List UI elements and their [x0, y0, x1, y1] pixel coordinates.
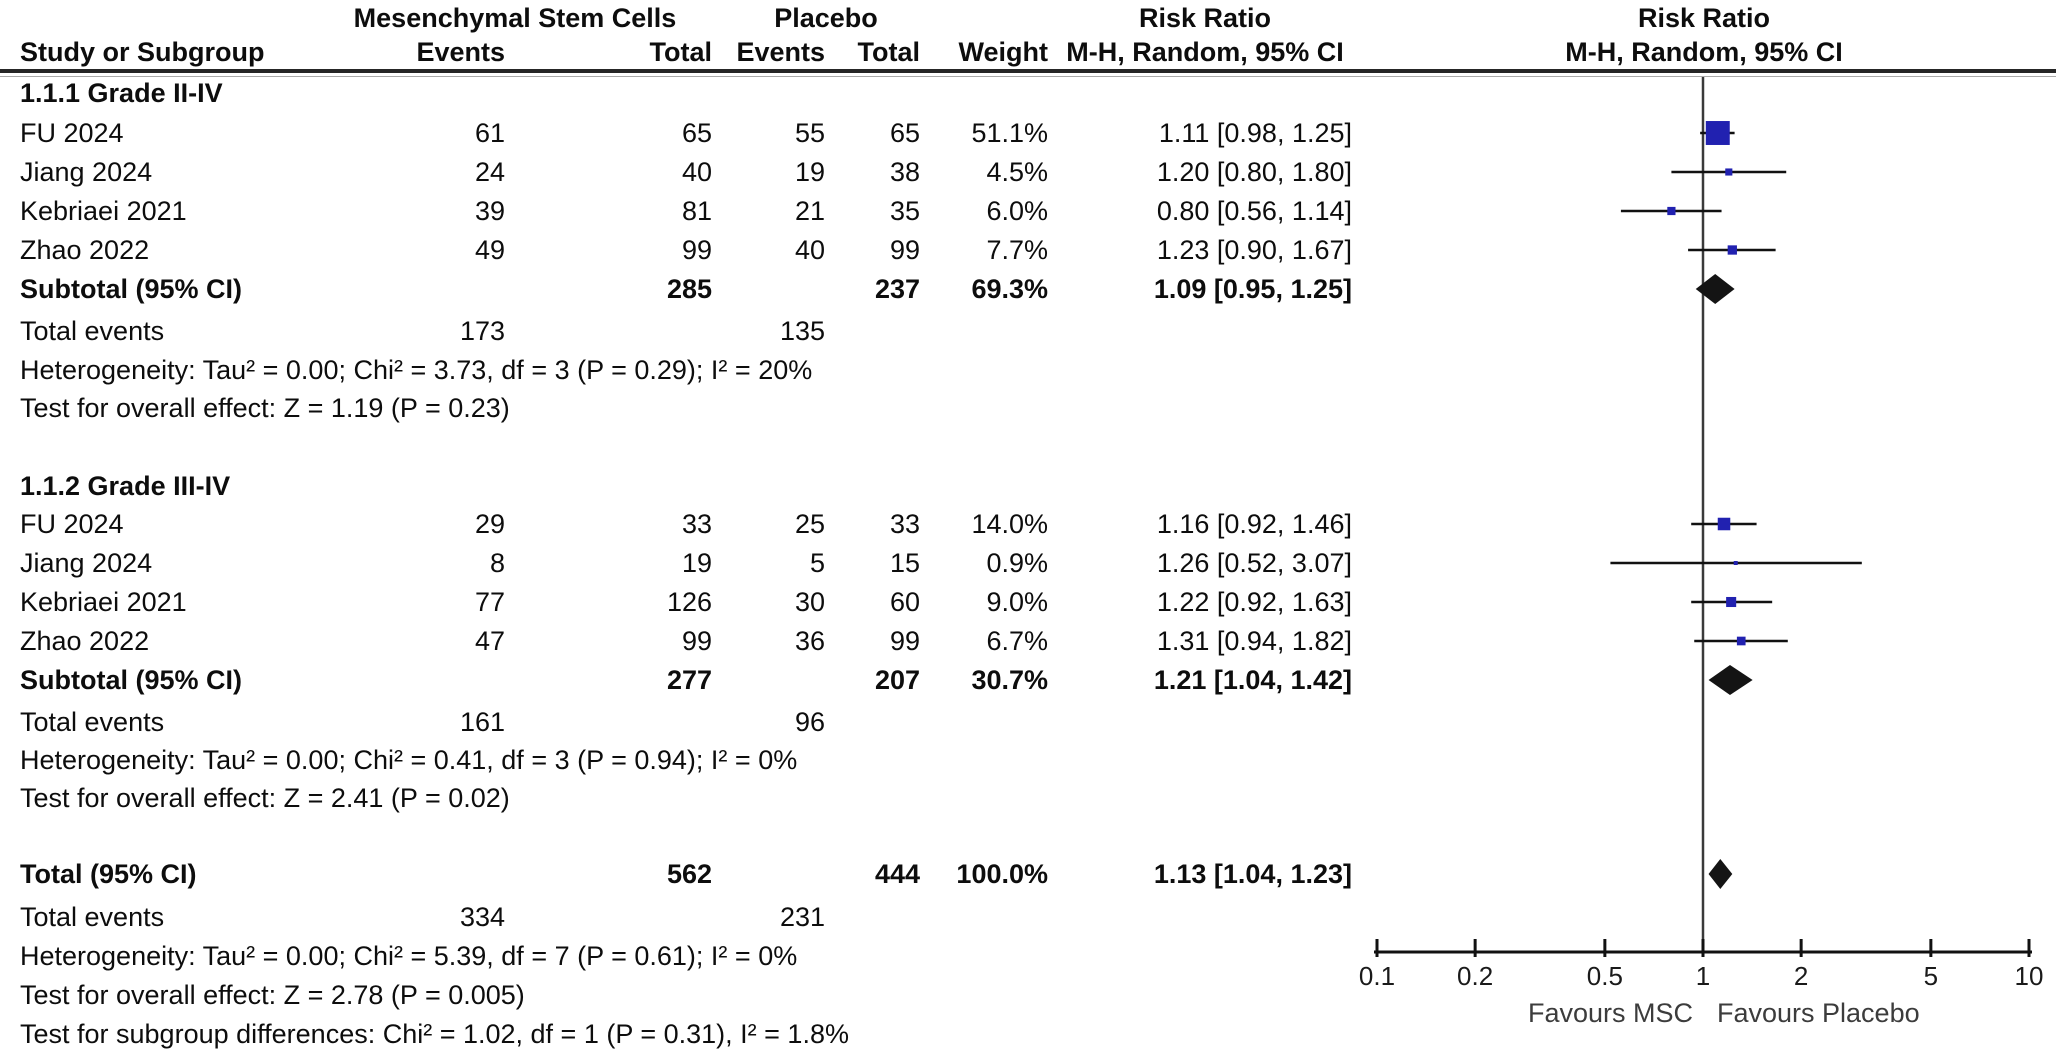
msc-events: 61 — [474, 118, 505, 148]
placebo-total: 33 — [889, 509, 920, 539]
weight: 14.0% — [971, 509, 1048, 539]
msc-total: 126 — [666, 587, 712, 617]
placebo-total: 35 — [889, 196, 920, 226]
total-events-label: Total events — [20, 316, 165, 346]
subgroup-differences-note: Test for subgroup differences: Chi² = 1.02, df = 1 (P = 0.31), I² = 1.8% — [20, 1019, 849, 1049]
msc-events: 47 — [474, 626, 505, 656]
msc-events: 49 — [474, 235, 505, 265]
placebo-total: 15 — [889, 548, 920, 578]
x-axis-tick-label: 5 — [1923, 961, 1939, 991]
study-name: Zhao 2022 — [20, 235, 150, 265]
favours-right-label: Favours Placebo — [1717, 998, 1920, 1028]
weight: 6.7% — [986, 626, 1048, 656]
placebo-events: 25 — [794, 509, 825, 539]
x-axis-tick-label: 1 — [1695, 961, 1711, 991]
study-name: FU 2024 — [20, 509, 124, 539]
placebo-events: 55 — [794, 118, 825, 148]
rr-ci-text: 1.22 [0.92, 1.63] — [1156, 587, 1352, 617]
placebo-total: 65 — [889, 118, 920, 148]
effect-square — [1706, 121, 1730, 145]
msc-events: 29 — [474, 509, 505, 539]
total-rr-ci-text: 1.13 [1.04, 1.23] — [1153, 859, 1352, 889]
total-diamond — [1709, 859, 1733, 889]
heterogeneity-note: Heterogeneity: Tau² = 0.00; Chi² = 3.73, df = 3 (P = 0.29); I² = 20% — [20, 355, 813, 385]
total-events-placebo: 231 — [779, 902, 825, 932]
msc-total: 19 — [681, 548, 712, 578]
rr-ci-text: 1.20 [0.80, 1.80] — [1156, 157, 1352, 187]
msc-total: 40 — [681, 157, 712, 187]
placebo-events: 40 — [794, 235, 825, 265]
effect-square — [1726, 597, 1736, 607]
subtotal-label: Subtotal (95% CI) — [20, 274, 243, 304]
subtotal-msc-total: 285 — [666, 274, 712, 304]
favours-left-label: Favours MSC — [1527, 998, 1693, 1028]
x-axis-tick-label: 10 — [2014, 961, 2044, 991]
x-axis-tick-label: 0.5 — [1586, 961, 1623, 991]
column-header-events1: Events — [416, 37, 505, 67]
column-header-total1: Total — [649, 37, 712, 67]
heterogeneity-note: Heterogeneity: Tau² = 0.00; Chi² = 0.41, df = 3 (P = 0.94); I² = 0% — [20, 745, 798, 775]
total-weight: 100.0% — [956, 859, 1048, 889]
placebo-events: 5 — [809, 548, 825, 578]
heterogeneity-note: Heterogeneity: Tau² = 0.00; Chi² = 5.39, df = 7 (P = 0.61); I² = 0% — [20, 941, 798, 971]
msc-events: 77 — [474, 587, 505, 617]
weight: 0.9% — [986, 548, 1048, 578]
rr-ci-text: 1.31 [0.94, 1.82] — [1156, 626, 1352, 656]
total-events-msc: 334 — [459, 902, 505, 932]
subtotal-weight: 30.7% — [971, 665, 1048, 695]
column-header-rr-title-text: Risk Ratio — [1138, 3, 1272, 33]
msc-total: 99 — [681, 626, 712, 656]
column-header-rr-method-plot: M-H, Random, 95% CI — [1565, 37, 1843, 67]
column-header-rr-method-text: M-H, Random, 95% CI — [1066, 37, 1344, 67]
subtotal-rr-ci-text: 1.21 [1.04, 1.42] — [1153, 665, 1352, 695]
total-events-placebo: 135 — [779, 316, 825, 346]
subtotal-label: Subtotal (95% CI) — [20, 665, 243, 695]
column-header-rr-title-plot: Risk Ratio — [1637, 3, 1771, 33]
weight: 7.7% — [986, 235, 1048, 265]
subtotal-weight: 69.3% — [971, 274, 1048, 304]
subtotal-rr-ci-text: 1.09 [0.95, 1.25] — [1153, 274, 1352, 304]
effect-square — [1728, 245, 1737, 254]
total-events-label: Total events — [20, 707, 165, 737]
column-header-events2: Events — [736, 37, 825, 67]
x-axis-tick-label: 0.2 — [1457, 961, 1494, 991]
weight: 9.0% — [986, 587, 1048, 617]
subtotal-placebo-total: 237 — [874, 274, 920, 304]
placebo-events: 36 — [794, 626, 825, 656]
study-name: Jiang 2024 — [20, 157, 153, 187]
effect-square — [1734, 561, 1738, 565]
total-events-placebo: 96 — [794, 707, 825, 737]
msc-events: 39 — [474, 196, 505, 226]
placebo-total: 60 — [889, 587, 920, 617]
column-header-total2: Total — [857, 37, 920, 67]
rr-ci-text: 1.11 [0.98, 1.25] — [1158, 118, 1352, 148]
study-name: Jiang 2024 — [20, 548, 153, 578]
column-header-study: Study or Subgroup — [20, 37, 265, 67]
total-events-msc: 173 — [459, 316, 505, 346]
overall-effect-note: Test for overall effect: Z = 2.41 (P = 0.02) — [20, 783, 510, 813]
study-name: Kebriaei 2021 — [20, 587, 187, 617]
weight: 6.0% — [986, 196, 1048, 226]
total-label: Total (95% CI) — [20, 859, 197, 889]
msc-total: 33 — [681, 509, 712, 539]
subtotal-diamond — [1709, 665, 1753, 695]
subtotal-placebo-total: 207 — [874, 665, 920, 695]
placebo-events: 19 — [794, 157, 825, 187]
msc-total: 99 — [681, 235, 712, 265]
weight: 4.5% — [986, 157, 1048, 187]
subgroup-title: 1.1.1 Grade II-IV — [20, 78, 223, 108]
total-msc-total: 562 — [666, 859, 712, 889]
total-events-msc: 161 — [459, 707, 505, 737]
placebo-total: 38 — [889, 157, 920, 187]
msc-events: 24 — [474, 157, 505, 187]
subtotal-diamond — [1696, 274, 1735, 304]
effect-square — [1725, 168, 1732, 175]
column-header-group1: Mesenchymal Stem Cells — [353, 3, 677, 33]
rr-ci-text: 1.16 [0.92, 1.46] — [1156, 509, 1352, 539]
placebo-events: 21 — [794, 196, 825, 226]
rr-ci-text: 1.23 [0.90, 1.67] — [1156, 235, 1352, 265]
msc-events: 8 — [489, 548, 505, 578]
study-name: Kebriaei 2021 — [20, 196, 187, 226]
msc-total: 65 — [681, 118, 712, 148]
study-name: Zhao 2022 — [20, 626, 150, 656]
rr-ci-text: 1.26 [0.52, 3.07] — [1156, 548, 1352, 578]
placebo-total: 99 — [889, 235, 920, 265]
total-placebo-total: 444 — [874, 859, 920, 889]
effect-square — [1718, 518, 1731, 531]
subgroup-title: 1.1.2 Grade III-IV — [20, 471, 231, 501]
msc-total: 81 — [681, 196, 712, 226]
x-axis-tick-label: 0.1 — [1358, 961, 1396, 991]
column-header-weight: Weight — [958, 37, 1048, 67]
total-events-label: Total events — [20, 902, 165, 932]
subtotal-msc-total: 277 — [666, 665, 712, 695]
column-header-group2: Placebo — [774, 3, 878, 33]
overall-effect-note: Test for overall effect: Z = 2.78 (P = 0.005) — [20, 980, 525, 1010]
x-axis-tick-label: 2 — [1793, 961, 1809, 991]
rr-ci-text: 0.80 [0.56, 1.14] — [1156, 196, 1352, 226]
effect-square — [1667, 207, 1675, 215]
weight: 51.1% — [971, 118, 1048, 148]
effect-square — [1737, 637, 1746, 646]
overall-effect-note: Test for overall effect: Z = 1.19 (P = 0.23) — [20, 393, 510, 423]
placebo-events: 30 — [794, 587, 825, 617]
placebo-total: 99 — [889, 626, 920, 656]
study-name: FU 2024 — [20, 118, 124, 148]
